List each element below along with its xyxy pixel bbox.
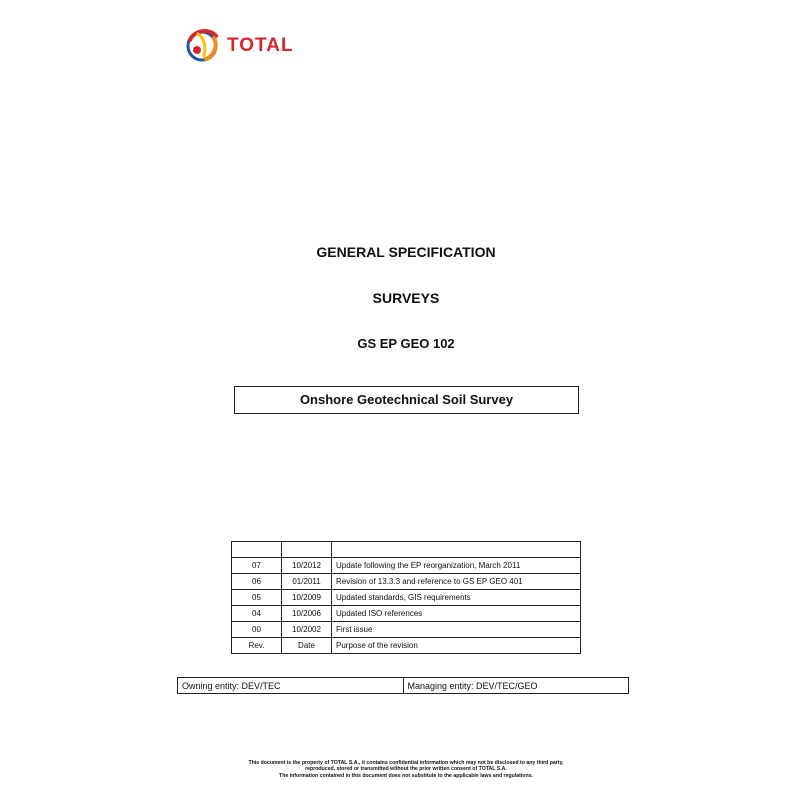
company-logo	[184, 26, 304, 66]
revision-number: 04	[232, 606, 282, 622]
revision-date: 10/2012	[282, 558, 332, 574]
revision-purpose: Update following the EP reorganization, March 2011	[332, 558, 581, 574]
table-row	[232, 558, 581, 574]
spec-reference: GS EP GEO 102	[357, 336, 455, 351]
revision-number: 00	[232, 622, 282, 638]
spec-type-title: GENERAL SPECIFICATION	[316, 244, 496, 260]
table-cell	[332, 542, 581, 558]
total-logo-icon	[184, 26, 224, 66]
revision-number: 05	[232, 590, 282, 606]
revision-table	[231, 541, 581, 654]
table-row	[232, 574, 581, 590]
header-rev: Rev.	[232, 638, 282, 654]
table-row	[232, 590, 581, 606]
header-date: Date	[282, 638, 332, 654]
revision-purpose: Updated standards, GIS requirements	[332, 590, 581, 606]
logo-text: TOTAL	[227, 35, 294, 56]
revision-purpose: Revision of 13.3.3 and reference to GS EP GEO 401	[332, 574, 581, 590]
table-cell	[282, 542, 332, 558]
footer-line: The information contained in this document does not substitute to the applicable laws and regulations.	[279, 772, 533, 779]
table-header-row	[232, 638, 581, 654]
table-cell	[232, 542, 282, 558]
revision-purpose: First issue	[332, 622, 581, 638]
revision-date: 10/2002	[282, 622, 332, 638]
managing-entity: Managing entity: DEV/TEC/GEO	[403, 678, 629, 694]
table-row	[232, 622, 581, 638]
footer-line: This document is the property of TOTAL S.A., it contains confidential information which may not be disclosed to any third party,	[248, 760, 564, 766]
document-title: Onshore Geotechnical Soil Survey	[299, 392, 514, 407]
confidentiality-footer	[0, 760, 800, 779]
document-title-box	[234, 386, 579, 414]
table-row	[178, 678, 629, 694]
entity-table	[177, 677, 629, 694]
revision-date: 10/2006	[282, 606, 332, 622]
table-row	[232, 606, 581, 622]
revision-number: 07	[232, 558, 282, 574]
revision-date: 10/2009	[282, 590, 332, 606]
table-row	[232, 542, 581, 558]
spec-subject-title: SURVEYS	[372, 290, 440, 306]
footer-line: reproduced, stored or transmitted without the prior written consent of TOTAL S.A.	[305, 766, 507, 773]
revision-number: 06	[232, 574, 282, 590]
header-purpose: Purpose of the revision	[332, 638, 581, 654]
owning-entity: Owning entity: DEV/TEC	[178, 678, 404, 694]
revision-date: 01/2011	[282, 574, 332, 590]
revision-purpose: Updated ISO references	[332, 606, 581, 622]
